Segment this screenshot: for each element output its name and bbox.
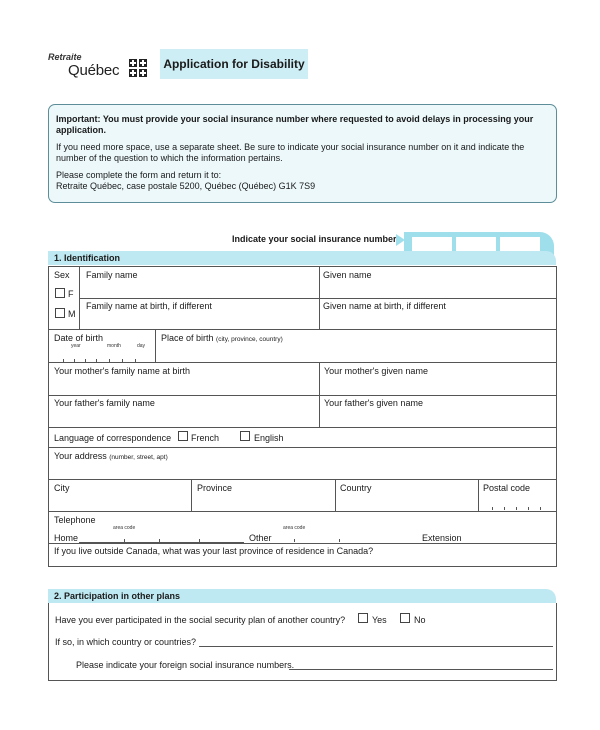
french-label: French: [191, 433, 220, 443]
identification-form: [48, 266, 557, 567]
mother-given-name-label: Your mother's given name: [324, 366, 428, 376]
outside-canada-label: If you live outside Canada, what was your last province of residence in Canada?: [54, 546, 374, 556]
sex-f-checkbox[interactable]: [55, 288, 65, 298]
country-input[interactable]: [337, 481, 476, 510]
address-label: Your address (number, street, apt): [54, 451, 168, 461]
place-of-birth-label: Place of birth (city, province, country): [161, 333, 283, 343]
sex-label: Sex: [54, 270, 70, 280]
logo-quebec: Québec: [68, 62, 120, 79]
province-input[interactable]: [193, 481, 333, 510]
which-country-label: If so, in which country or countries?: [55, 637, 197, 647]
french-checkbox[interactable]: [178, 431, 188, 441]
foreign-sin-input[interactable]: [289, 657, 553, 669]
sex-f-label: F: [68, 289, 74, 299]
father-family-name-label: Your father's family name: [54, 398, 155, 408]
postal-code-input[interactable]: [480, 481, 555, 510]
participation-question: Have you ever participated in the social security plan of another country?: [55, 615, 346, 625]
participation-no-label: No: [414, 615, 426, 625]
province-label: Province: [197, 483, 233, 493]
return-line-1: Please complete the form and return it to:: [56, 170, 222, 180]
outside-canada-input[interactable]: [51, 555, 555, 567]
info-box: [48, 104, 557, 203]
father-given-name-input[interactable]: [321, 397, 555, 426]
city-input[interactable]: [51, 481, 189, 510]
country-label: Country: [340, 483, 372, 493]
given-name-birth-label: Given name at birth, if different: [323, 301, 446, 311]
date-of-birth-label: Date of birth: [54, 333, 104, 343]
telephone-label: Telephone: [54, 515, 96, 525]
extension-input[interactable]: [465, 529, 555, 542]
extension-label: Extension: [422, 533, 462, 543]
more-space-notice: If you need more space, use a separate sheet. Be sure to indicate your social insurance number on it and indicate the number of the question to which the information pertains.: [56, 142, 525, 163]
participation-yes-label: Yes: [372, 615, 387, 625]
area-code-other-label: area code: [283, 525, 306, 531]
other-phone-label: Other: [249, 533, 272, 543]
sex-m-label: M: [68, 309, 76, 319]
logo-retraite: Retraite: [48, 52, 82, 62]
mother-family-name-label: Your mother's family name at birth: [54, 366, 190, 376]
dob-year-label: year: [71, 343, 81, 349]
dob-day-label: day: [137, 343, 146, 349]
sex-m-checkbox[interactable]: [55, 308, 65, 318]
mother-family-name-input[interactable]: [51, 364, 317, 394]
fleur-de-lis-icon: [128, 58, 148, 78]
english-label: English: [254, 433, 284, 443]
participation-no-checkbox[interactable]: [400, 613, 410, 623]
section-1-header: 1. Identification: [48, 251, 556, 265]
postal-code-label: Postal code: [483, 483, 531, 493]
form-title: Application for Disability: [160, 49, 308, 79]
return-line-2: Retraite Québec, case postale 5200, Québec (Québec) G1K 7S9: [56, 181, 316, 191]
family-name-label: Family name: [86, 270, 138, 280]
address-input[interactable]: [51, 449, 555, 478]
participation-form: [48, 603, 557, 681]
english-checkbox[interactable]: [240, 431, 250, 441]
date-of-birth-input[interactable]: [51, 333, 151, 361]
section-2-header: 2. Participation in other plans: [48, 589, 556, 603]
given-name-label: Given name: [323, 270, 372, 280]
sin-label: Indicate your social insurance number: [232, 234, 397, 244]
home-phone-input[interactable]: [79, 529, 244, 542]
mother-given-name-input[interactable]: [321, 364, 555, 394]
area-code-home-label: area code: [113, 525, 136, 531]
father-given-name-label: Your father's given name: [324, 398, 423, 408]
dob-month-label: month: [107, 343, 121, 349]
important-notice: Important: You must provide your social insurance number where requested to avoid delays in processing your application.: [56, 114, 534, 135]
place-of-birth-input[interactable]: [157, 331, 555, 361]
city-label: City: [54, 483, 70, 493]
family-name-birth-label: Family name at birth, if different: [86, 301, 212, 311]
home-phone-label: Home: [54, 533, 79, 543]
participation-yes-checkbox[interactable]: [358, 613, 368, 623]
foreign-sin-label: Please indicate your foreign social insurance numbers.: [76, 660, 295, 670]
which-country-input[interactable]: [199, 634, 553, 646]
father-family-name-input[interactable]: [51, 397, 317, 426]
language-label: Language of correspondence: [54, 433, 172, 443]
